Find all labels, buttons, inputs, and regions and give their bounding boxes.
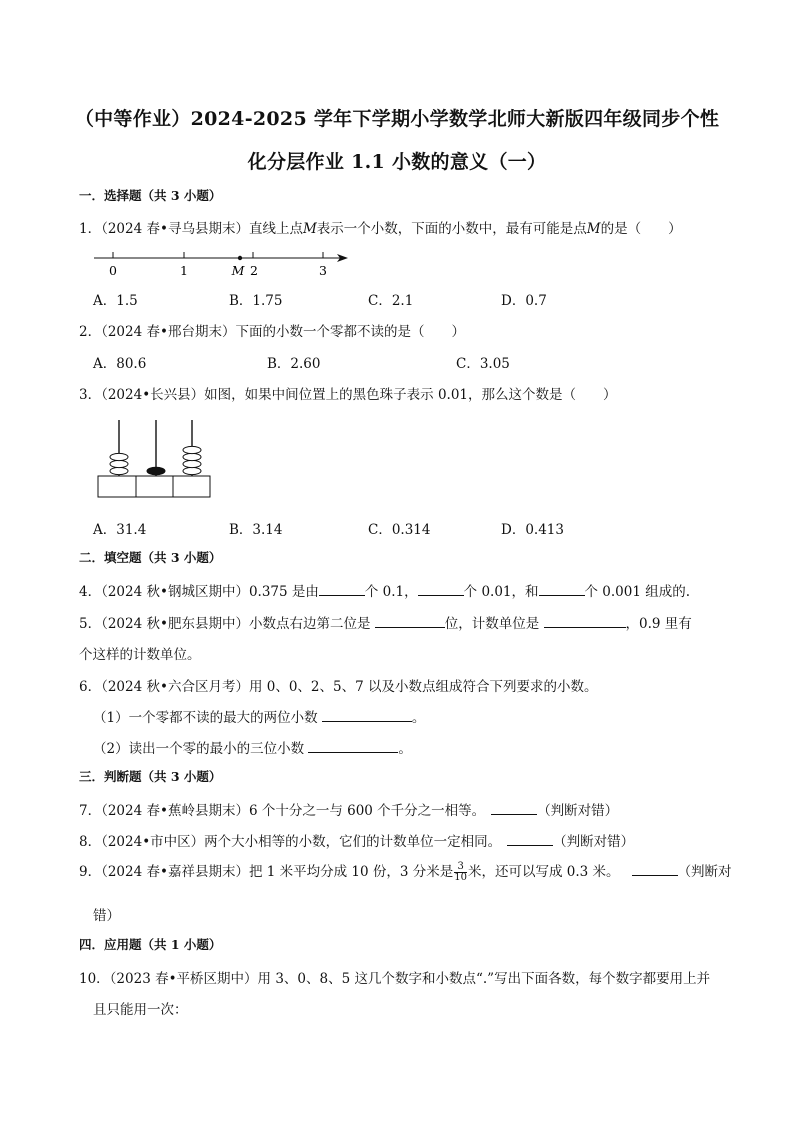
page-title-line2: 化分层作业 1.1 小数的意义（一）: [247, 151, 547, 173]
point-label-m: M: [231, 263, 245, 278]
answer-blank[interactable]: [322, 709, 412, 722]
q1-var-m-2: M: [586, 221, 601, 237]
q1-prefix: 1．（2024 春•寻乌县期末）直线上点: [79, 221, 303, 237]
question-1: [79, 217, 682, 237]
question-5: [79, 612, 692, 632]
number-line-figure: [90, 246, 360, 278]
black-bead: [147, 467, 165, 475]
q3-option-d[interactable]: D．0.413: [501, 522, 564, 538]
question-3: 3．（2024•长兴县）如图，如果中间位置上的黑色珠子表示 0.01，那么这个数是（ ）: [79, 387, 617, 403]
answer-blank[interactable]: [632, 863, 678, 876]
point-m: [238, 256, 242, 260]
question-6-sub2: [93, 737, 412, 757]
q9-part-a: 9．（2024 春•嘉祥县期末）把 1 米平均分成 10 份，3 分米是: [79, 864, 454, 880]
fraction: [454, 862, 467, 883]
answer-blank[interactable]: [319, 583, 365, 596]
q4-part-b: 个 0.1，: [364, 584, 418, 600]
fraction-denominator: 10: [454, 872, 467, 883]
q2-option-a[interactable]: A．80.6: [93, 356, 147, 372]
white-bead: [110, 467, 128, 474]
tick-label-1: 1: [180, 263, 188, 278]
answer-blank[interactable]: [491, 802, 537, 815]
q5-part-a: 5．（2024 秋•肥东县期中）小数点右边第二位是: [79, 616, 371, 632]
question-5-line2: 个这样的计数单位。: [79, 647, 201, 663]
answer-blank[interactable]: [539, 583, 585, 596]
q8-tail: （判断对错）: [553, 834, 635, 850]
q1-option-b[interactable]: B．1.75: [229, 293, 283, 309]
q4-part-a: 4．（2024 秋•钢城区期中）0.375 是由: [79, 584, 319, 600]
question-2: 2．（2024 春•邢台期末）下面的小数一个零都不读的是（ ）: [79, 324, 465, 340]
tick-label-0: 0: [109, 263, 117, 278]
page-title-line1: （中等作业）2024-2025 学年下学期小学数学北师大新版四年级同步个性: [74, 108, 720, 130]
q5-part-c: ，0.9 里有: [625, 616, 692, 632]
white-bead: [183, 460, 201, 467]
q7-tail: （判断对错）: [537, 803, 619, 819]
answer-blank[interactable]: [544, 615, 626, 628]
section-heading-fill: 二．填空题（共 3 小题）: [79, 550, 222, 565]
white-bead: [110, 460, 128, 467]
white-bead: [183, 446, 201, 453]
q6-sub1-end: 。: [411, 710, 426, 726]
tick-label-3: 3: [319, 263, 327, 278]
question-4: [79, 580, 690, 600]
q1-option-a[interactable]: A．1.5: [93, 293, 138, 309]
q4-part-d: 个 0.001 组成的.: [584, 584, 691, 600]
abacus-figure: [96, 418, 214, 500]
q1-middle: 表示一个小数，下面的小数中，最有可能是点: [316, 221, 587, 237]
q6-sub2-text: （2）读出一个零的最小的三位小数: [93, 741, 305, 757]
question-6-sub1: [93, 706, 425, 726]
tick-label-2: 2: [250, 263, 258, 278]
q1-option-d[interactable]: D．0.7: [501, 293, 547, 309]
question-8: [79, 830, 634, 850]
q3-option-a[interactable]: A．31.4: [93, 522, 147, 538]
section-heading-application: 四．应用题（共 1 小题）: [79, 937, 222, 952]
q1-option-c[interactable]: C．2.1: [368, 293, 414, 309]
white-bead: [183, 453, 201, 460]
abacus-base: [98, 476, 210, 497]
q4-part-c: 个 0.01，和: [463, 584, 539, 600]
question-10-line2: 且只能用一次：: [93, 1002, 188, 1018]
question-9: [79, 860, 732, 883]
q1-var-m: M: [302, 221, 317, 237]
question-7: [79, 799, 618, 819]
q6-sub1-text: （1）一个零都不读的最大的两位小数: [93, 710, 318, 726]
white-bead: [183, 467, 201, 474]
q7-text: 7．（2024 春•蕉岭县期末）6 个十分之一与 600 个千分之一相等。: [79, 803, 486, 819]
white-bead: [110, 453, 128, 460]
q1-suffix: 的是（ ）: [600, 221, 682, 237]
answer-blank[interactable]: [375, 615, 445, 628]
answer-blank[interactable]: [308, 740, 398, 753]
question-9-line2: 错）: [93, 908, 120, 924]
question-6: 6．（2024 秋•六合区月考）用 0、0、2、5、7 以及小数点组成符合下列要求的小数。: [79, 679, 598, 695]
q5-part-b: 位，计数单位是: [444, 616, 540, 632]
q9-tail: （判断对: [677, 864, 732, 880]
q2-option-c[interactable]: C．3.05: [456, 356, 510, 372]
q8-text: 8．（2024•市中区）两个大小相等的小数，它们的计数单位一定相同。: [79, 834, 502, 850]
fraction-numerator: 3: [454, 862, 467, 873]
section-heading-judge: 三．判断题（共 3 小题）: [79, 769, 222, 784]
answer-blank[interactable]: [507, 833, 553, 846]
answer-blank[interactable]: [418, 583, 464, 596]
question-10: 10．（2023 春•平桥区期中）用 3、0、8、5 这几个数字和小数点“.”写出下面各数，每个数字都要用上并: [79, 971, 711, 987]
q2-option-b[interactable]: B．2.60: [267, 356, 321, 372]
q6-sub2-end: 。: [398, 741, 412, 757]
q9-part-b: 米，还可以写成 0.3 米。: [468, 864, 620, 880]
section-heading-choice: 一．选择题（共 3 小题）: [79, 188, 222, 203]
q3-option-b[interactable]: B．3.14: [229, 522, 283, 538]
q3-option-c[interactable]: C．0.314: [368, 522, 431, 538]
